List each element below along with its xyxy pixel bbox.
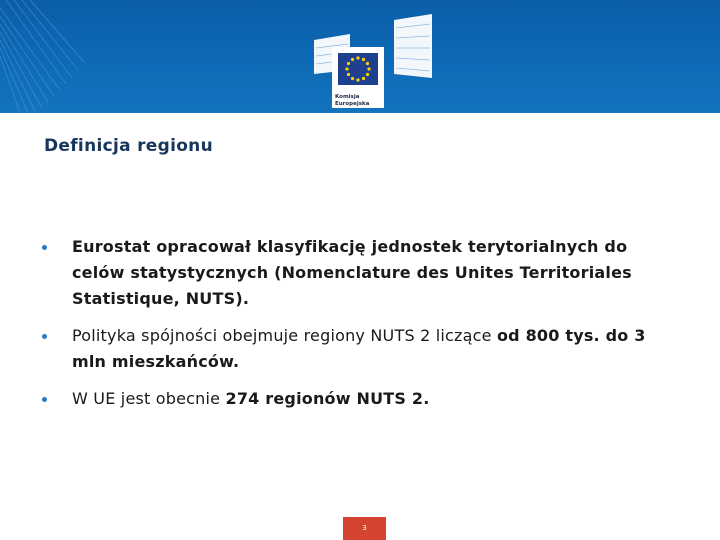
- bullet-icon: [42, 397, 47, 402]
- bullet-icon: [42, 334, 47, 339]
- bullet-icon: [42, 245, 47, 250]
- slide-title: Definicja regionu: [44, 136, 213, 156]
- bullet-text: Eurostat opracował klasyfikację jednostek terytorialnych do celów statystycznych (Nomenclature des Unites Territoriales Statistique, NUTS).: [72, 237, 632, 308]
- bullet-item: [40, 234, 680, 312]
- page-number: 3: [343, 517, 386, 540]
- logo-text: [335, 94, 369, 108]
- bullet-text: Polityka spójności obejmuje regiony NUTS 2 liczące: [72, 326, 497, 345]
- logo-text-line2: Europejska: [335, 101, 370, 107]
- bullet-text-bold: od 800 tys. do 3 mln mieszkańców.: [72, 326, 646, 371]
- bullet-text-bold: 274 regionów NUTS 2.: [225, 389, 430, 408]
- eu-flag-icon: [332, 47, 384, 91]
- logo: [310, 14, 436, 107]
- bullet-item: [40, 386, 680, 412]
- logo-text-line1: Komisja: [335, 94, 360, 100]
- header-banner: [0, 0, 720, 113]
- bullet-item: [40, 323, 680, 375]
- bullet-list: [40, 234, 680, 423]
- bullet-text: W UE jest obecnie: [72, 389, 226, 408]
